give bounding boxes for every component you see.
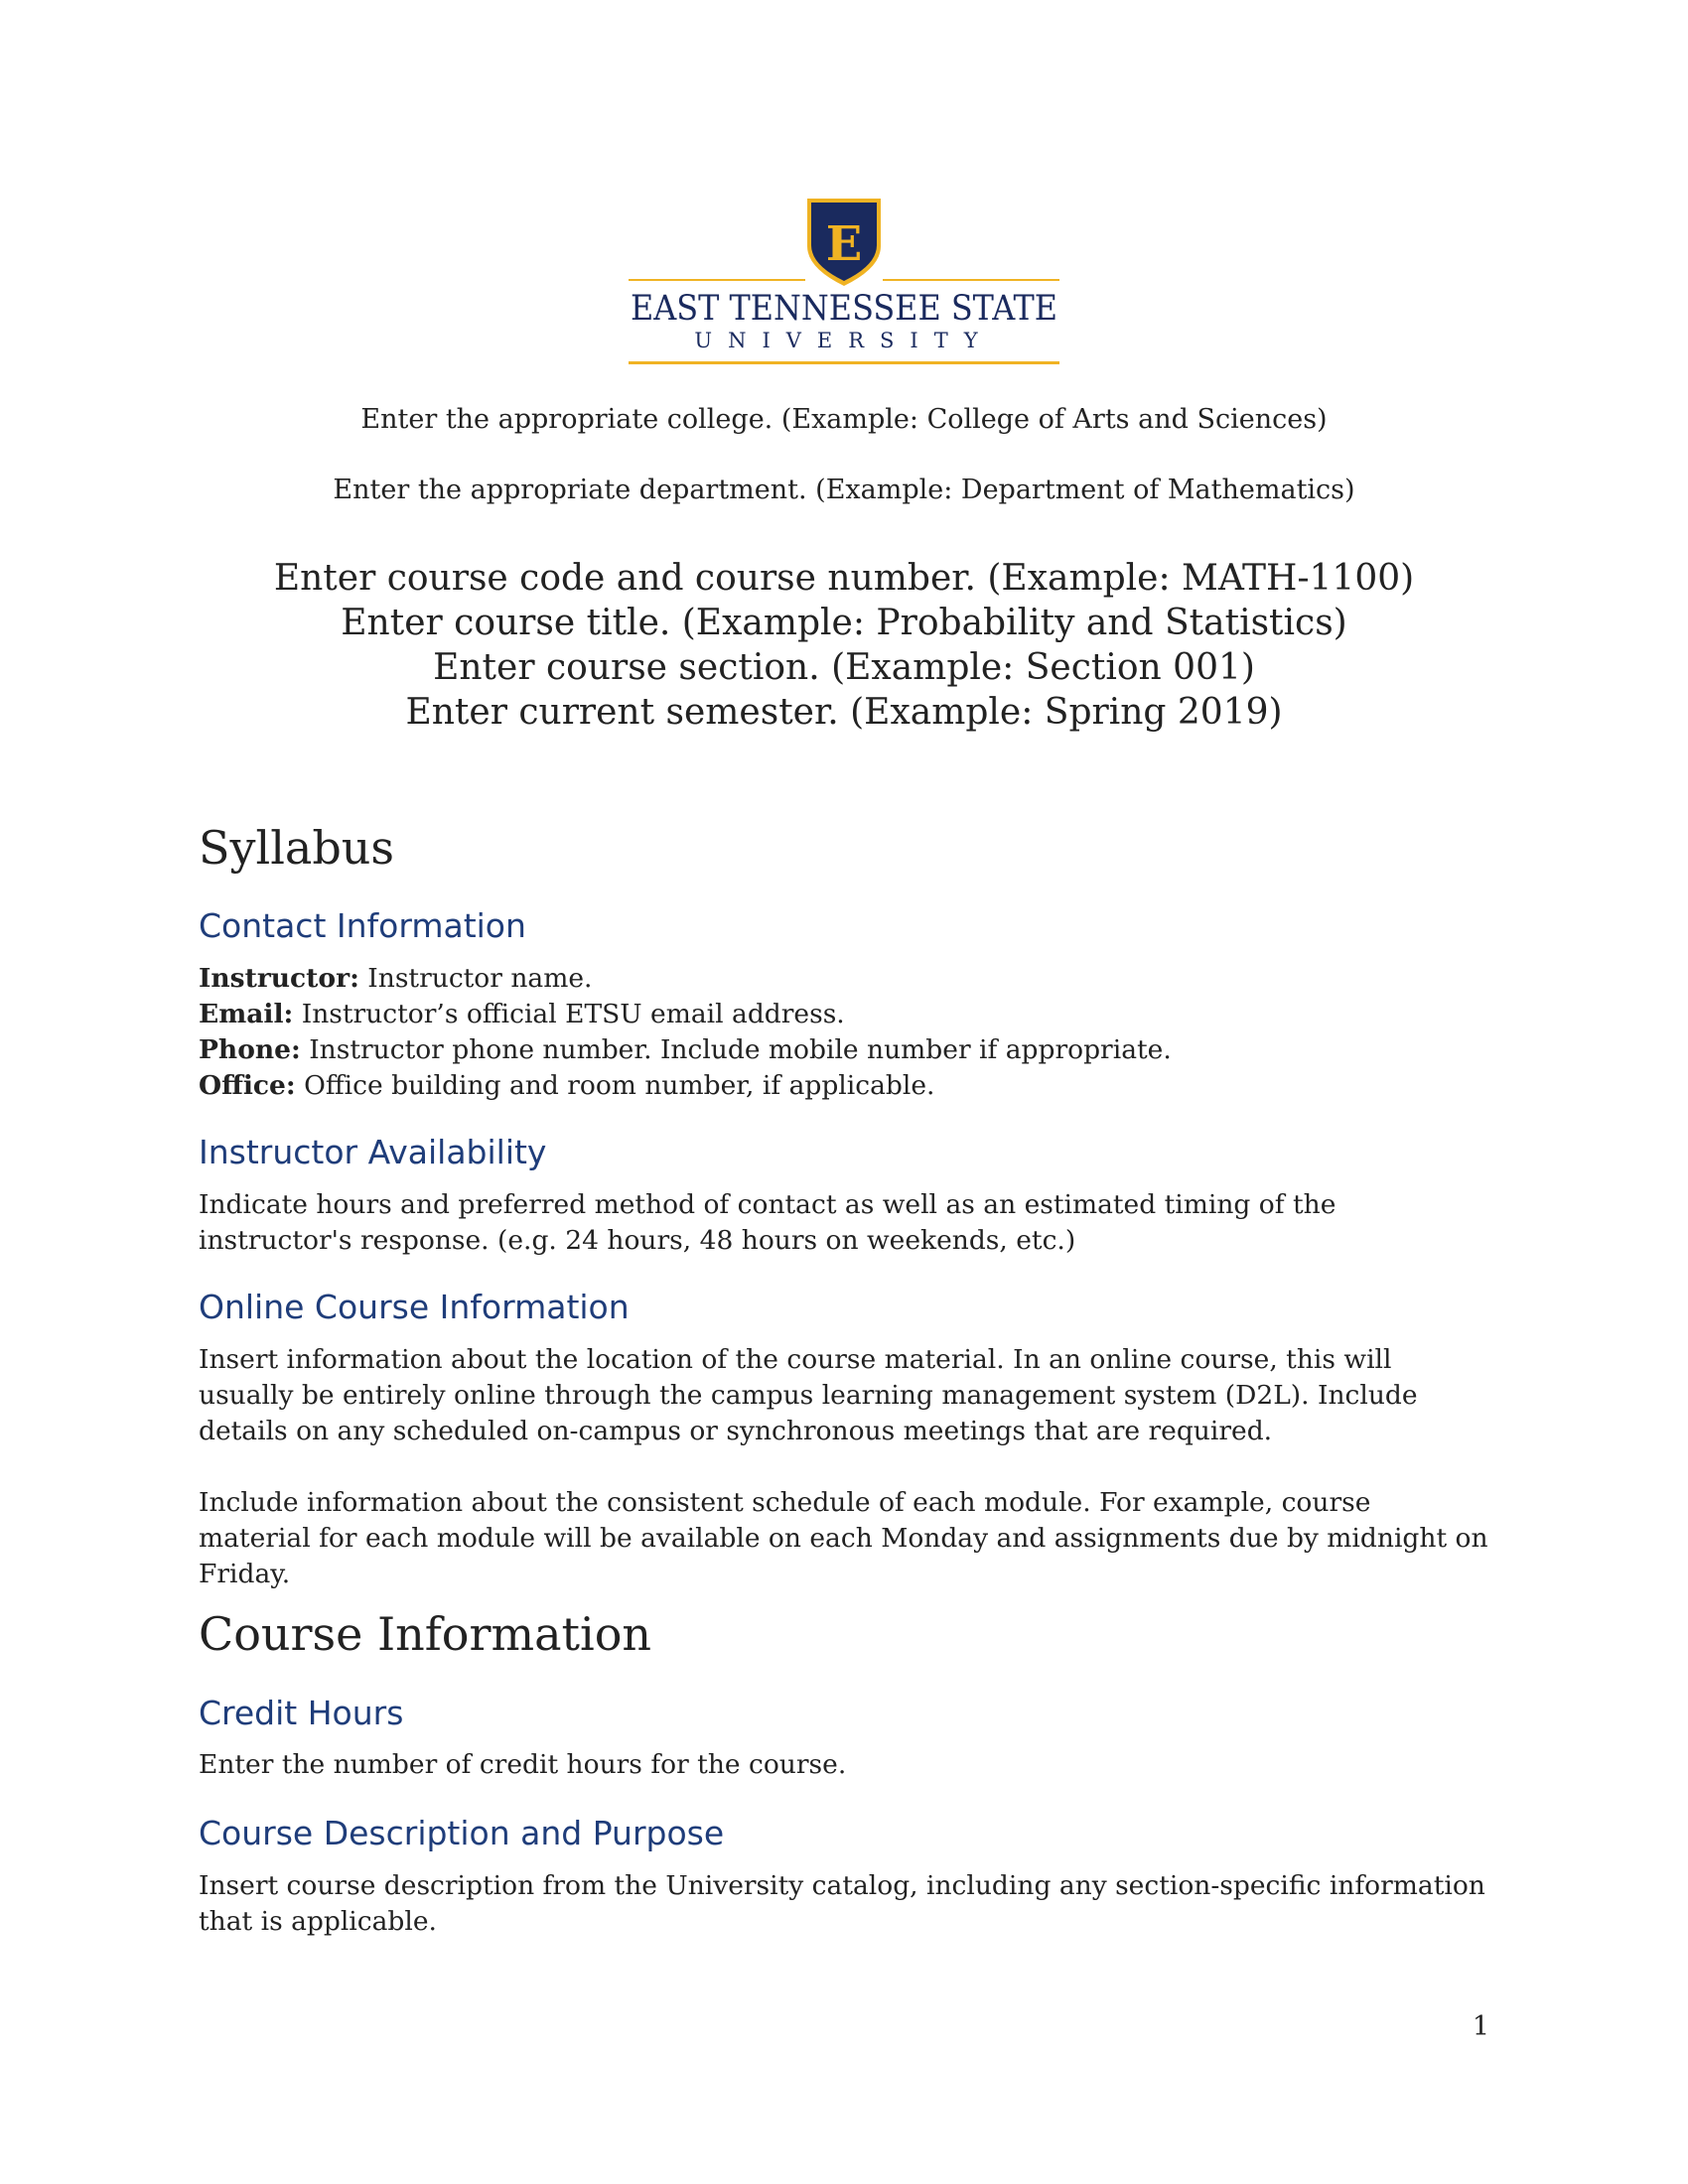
email-value: Instructor’s official ETSU email address. (301, 999, 845, 1029)
course-description-text: Insert course description from the University catalog, including any section-specific information that is applicable. (199, 1870, 1485, 1937)
phone-row (199, 1032, 1489, 1068)
office-row (199, 1068, 1489, 1104)
online-course-information-heading: Online Course Information (199, 1288, 630, 1326)
semester-line: Enter current semester. (Example: Spring 2019) (405, 692, 1283, 733)
email-label: Email: (199, 999, 294, 1029)
credit-hours-heading: Credit Hours (199, 1694, 404, 1732)
online-course-information-text-2: Include information about the consistent schedule of each module. For example, course material for each module will be available on each Monday and assignments due by midnight on Friday. (199, 1487, 1488, 1589)
college-line: Enter the appropriate college. (Example: College of Arts and Sciences) (360, 404, 1328, 435)
course-title-line: Enter course title. (Example: Probability and Statistics) (341, 603, 1347, 643)
online-course-information-text-1: Insert information about the location of the course material. In an online course, this will usually be entirely online through the campus learning management system (D2L). Include details on any scheduled on-campus or synchronous meetings that are required. (199, 1344, 1418, 1446)
contact-information-heading: Contact Information (199, 906, 526, 945)
course-code-line: Enter course code and course number. (Example: MATH-1100) (273, 558, 1415, 599)
course-section-line: Enter course section. (Example: Section 001) (433, 647, 1255, 688)
instructor-label: Instructor: (199, 963, 359, 994)
wordmark-line2: UNIVERSITY (694, 329, 994, 352)
instructor-availability-heading: Instructor Availability (199, 1133, 547, 1171)
email-row (199, 997, 1489, 1032)
course-information-heading: Course Information (199, 1607, 652, 1661)
etsu-logo (629, 197, 1059, 369)
phone-label: Phone: (199, 1034, 301, 1065)
contact-information-block (199, 961, 1489, 1104)
course-description-heading: Course Description and Purpose (199, 1814, 725, 1852)
department-line: Enter the appropriate department. (Example: Department of Mathematics) (333, 475, 1355, 505)
instructor-row (199, 961, 1489, 997)
instructor-value: Instructor name. (367, 963, 593, 994)
wordmark-line1: EAST TENNESSEE STATE (631, 289, 1057, 329)
svg-text:E: E (825, 216, 863, 272)
syllabus-heading: Syllabus (199, 821, 395, 875)
office-value: Office building and room number, if applicable. (304, 1070, 935, 1101)
phone-value: Instructor phone number. Include mobile number if appropriate. (309, 1034, 1172, 1065)
office-label: Office: (199, 1070, 296, 1101)
course-header-block (0, 556, 1688, 735)
instructor-availability-text: Indicate hours and preferred method of contact as well as an estimated timing of the instructor's response. (e.g. 24 hours, 48 hours on weekends, etc.) (199, 1189, 1336, 1256)
credit-hours-text: Enter the number of credit hours for the course. (199, 1749, 847, 1780)
page-number: 1 (1472, 2011, 1489, 2042)
shield-icon (807, 199, 881, 286)
